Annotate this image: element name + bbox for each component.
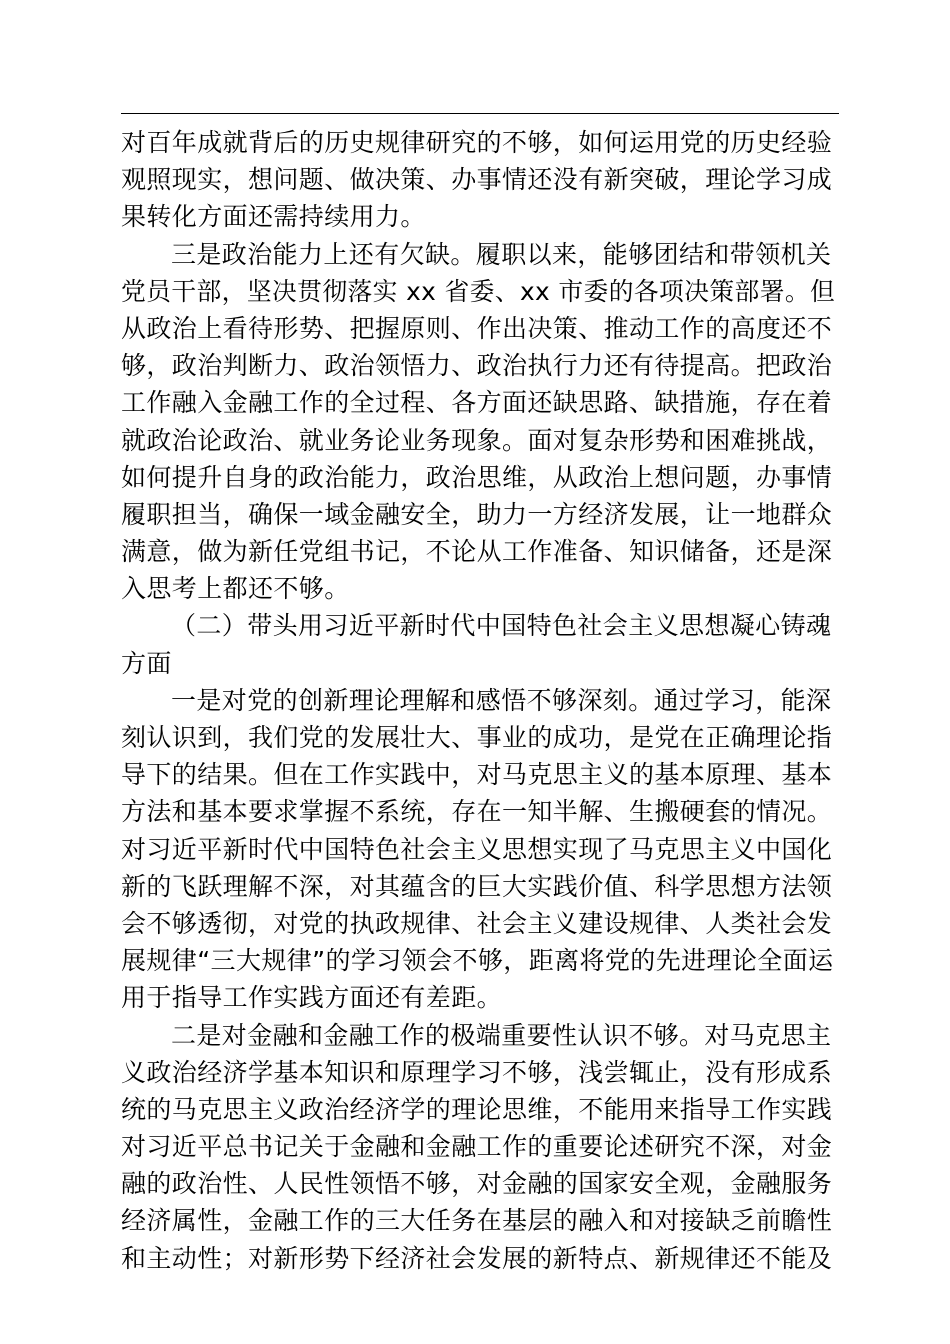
- text-line: 工作融入金融工作的全过程、各方面还缺思路、缺措施，存在着: [121, 388, 833, 418]
- text-line: 会不够透彻，对党的执政规律、社会主义建设规律、人类社会发: [121, 908, 833, 938]
- text-line: 融的政治性、人民性领悟不够，对金融的国家安全观，金融服务: [121, 1169, 833, 1199]
- text-line: 一是对党的创新理论理解和感悟不够深刻。通过学习，能深: [171, 685, 832, 715]
- section-heading: （二）带头用习近平新时代中国特色社会主义思想凝心铸魂: [171, 611, 832, 641]
- text-line: 经济属性，金融工作的三大任务在基层的融入和对接缺乏前瞻性: [121, 1206, 833, 1236]
- text-line: 满意，做为新任党组书记，不论从工作准备、知识储备，还是深: [121, 537, 833, 567]
- text-line: 果转化方面还需持续用力。: [121, 202, 426, 232]
- text-line: 义政治经济学基本知识和原理学习不够，浅尝辄止，没有形成系: [121, 1057, 833, 1087]
- text-line: 够，政治判断力、政治领悟力、政治执行力还有待提高。把政治: [121, 351, 833, 381]
- text-line: 三是政治能力上还有欠缺。履职以来，能够团结和带领机关: [171, 239, 832, 269]
- text-line: 如何提升自身的政治能力，政治思维，从政治上想问题，办事情: [121, 462, 833, 492]
- text-line: 展规律“三大规律”的学习领会不够，距离将党的先进理论全面运: [121, 946, 834, 976]
- text-line: 观照现实，想问题、做决策、办事情还没有新突破，理论学习成: [121, 165, 833, 195]
- text-line: 统的马克思主义政治经济学的理论思维，不能用来指导工作实践: [121, 1094, 833, 1124]
- text-line: 二是对金融和金融工作的极端重要性认识不够。对马克思主: [171, 1020, 832, 1050]
- text-line: 刻认识到，我们党的发展壮大、事业的成功，是党在正确理论指: [121, 723, 833, 752]
- text-line: 对习近平新时代中国特色社会主义思想实现了马克思主义中国化: [121, 834, 833, 864]
- text-line: 履职担当，确保一域金融安全，助力一方经济发展，让一地群众: [121, 499, 833, 529]
- text-line: 对百年成就背后的历史规律研究的不够，如何运用党的历史经验: [121, 128, 833, 157]
- text-line: 就政治论政治、就业务论业务现象。面对复杂形势和困难挑战，: [121, 425, 833, 455]
- text-line: 和主动性；对新形势下经济社会发展的新特点、新规律还不能及: [121, 1243, 833, 1273]
- text-line: 新的飞跃理解不深，对其蕴含的巨大实践价值、科学思想方法领: [121, 871, 833, 901]
- header-rule: [121, 113, 839, 114]
- text-line: 对习近平总书记关于金融和金融工作的重要论述研究不深，对金: [121, 1132, 833, 1162]
- text-line: 入思考上都还不够。: [121, 574, 350, 604]
- text-line: 用于指导工作实践方面还有差距。: [121, 983, 503, 1013]
- section-heading-continued: 方面: [121, 648, 172, 678]
- text-line: 从政治上看待形势、把握原则、作出决策、推动工作的高度还不: [121, 313, 833, 343]
- text-line: 党员干部，坚决贯彻落实 xx 省委、xx 市委的各项决策部署。但: [121, 276, 836, 306]
- text-line: 导下的结果。但在工作实践中，对马克思主义的基本原理、基本: [121, 760, 833, 790]
- text-line: 方法和基本要求掌握不系统，存在一知半解、生搬硬套的情况。: [121, 797, 833, 827]
- document-body: [121, 124, 839, 1277]
